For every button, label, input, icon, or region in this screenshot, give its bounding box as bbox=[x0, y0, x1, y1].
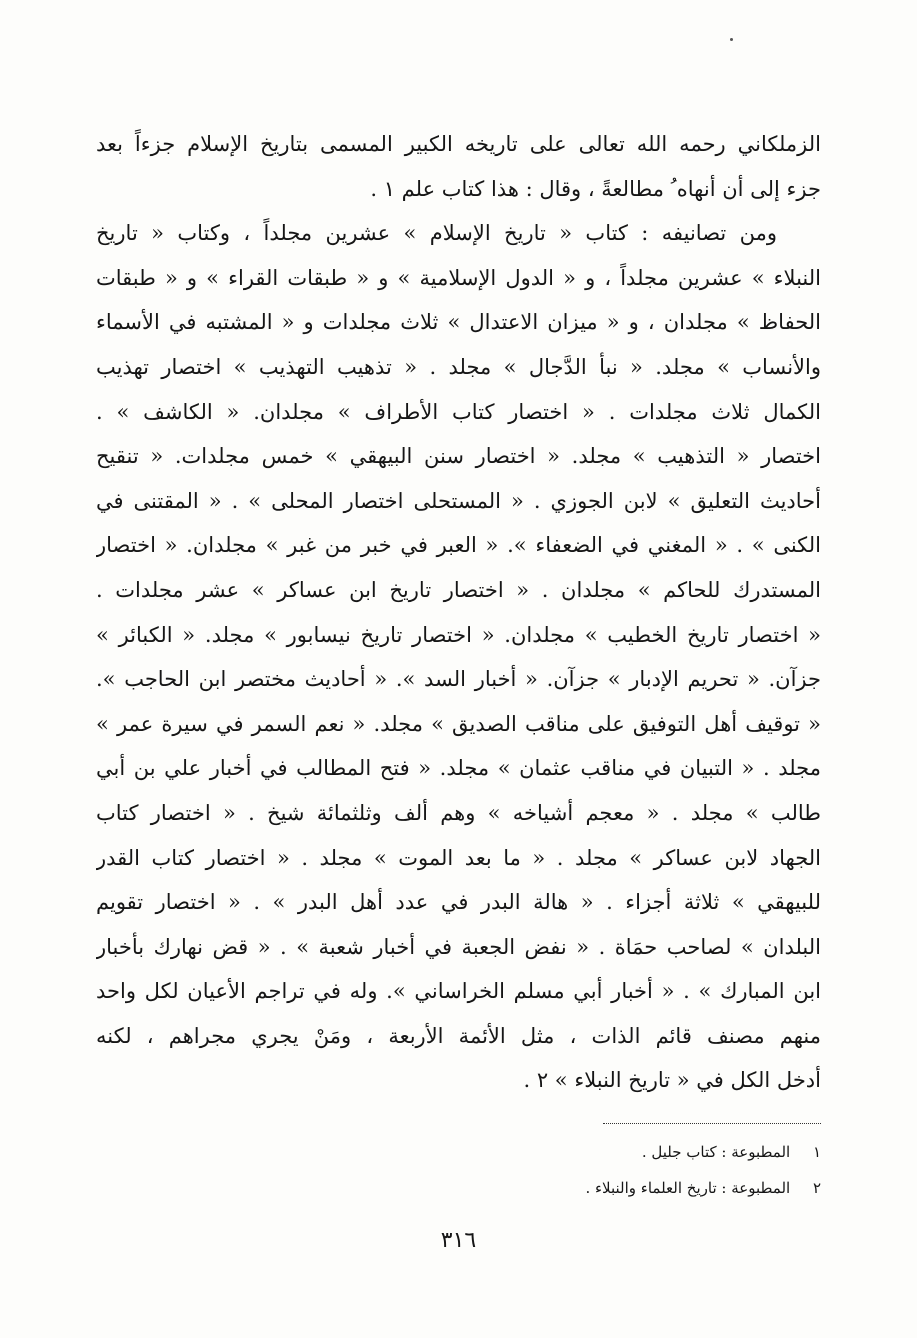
footnote-text: المطبوعة : تاريخ العلماء والنبلاء . bbox=[585, 1179, 791, 1197]
footnote-number: ٢ bbox=[812, 1179, 821, 1197]
text-line: الزملكاني رحمه الله تعالى على تاريخه الكبير المسمى بتاريخ الإسلام جزءاً بعد bbox=[96, 132, 821, 156]
footnote-text: المطبوعة : كتاب جليل . bbox=[641, 1143, 791, 1161]
text-line: الجهاد لابن عساكر » مجلد . « ما بعد الموت » مجلد . « اختصار كتاب القدر bbox=[96, 845, 821, 870]
text-line: « اختصار تاريخ الخطيب » مجلدان. « اختصار تاريخ نيسابور » مجلد. « الكبائر » bbox=[96, 622, 821, 647]
text-line: جزآن. « تحريم الإدبار » جزآن. « أخبار السد ». « أحاديث مختصر ابن الحاجب ». bbox=[96, 667, 821, 692]
text-line: أدخل الكل في « تاريخ النبلاء » ٢ . bbox=[523, 1068, 821, 1093]
text-line: المستدرك للحاكم » مجلدان . « اختصار تاريخ ابن عساكر » عشر مجلدات . bbox=[96, 577, 821, 602]
footnotes bbox=[585, 1134, 821, 1206]
body-text bbox=[96, 122, 821, 1103]
text-line: النبلاء » عشرين مجلداً ، و « الدول الإسلامية » و « طبقات القراء » و « طبقات bbox=[96, 265, 821, 290]
footnote bbox=[585, 1170, 821, 1206]
text-line: اختصار « التذهيب » مجلد. « اختصار سنن البيهقي » خمس مجلدات. « تنقيح bbox=[96, 444, 821, 469]
footnote bbox=[585, 1134, 821, 1170]
text-line: جزء إلى أن أنهاه ُ مطالعةً ، وقال : هذا كتاب علم ١ . bbox=[370, 176, 821, 201]
text-line: البلدان » لصاحب حمَاة . « نفض الجعبة في أخبار شعبة » . « قض نهارك بأخبار bbox=[96, 934, 821, 959]
text-line: ابن المبارك » . « أخبار أبي مسلم الخراساني ». وله في تراجم الأعيان لكل واحد bbox=[96, 979, 821, 1004]
text-line: مجلد . « التبيان في مناقب عثمان » مجلد. « فتح المطالب في أخبار علي بن أبي bbox=[96, 756, 821, 781]
text-line: أحاديث التعليق » لابن الجوزي . « المستحلى اختصار المحلى » . « المقتنى في bbox=[96, 488, 821, 513]
text-line: « توقيف أهل التوفيق على مناقب الصديق » مجلد. « نعم السمر في سيرة عمر » bbox=[96, 711, 821, 736]
text-line: للبيهقي » ثلاثة أجزاء . « هالة البدر في عدد أهل البدر » . « اختصار تقويم bbox=[96, 890, 821, 915]
text-line: الكمال ثلاث مجلدات . « اختصار كتاب الأطراف » مجلدان. « الكاشف » . bbox=[96, 399, 821, 424]
text-line: الكنى » . « المغني في الضعفاء ». « العبر في خبر من غبر » مجلدان. « اختصار bbox=[96, 533, 821, 558]
page-number: ٣١٦ bbox=[440, 1228, 477, 1253]
text-line: ومن تصانيفه : كتاب « تاريخ الإسلام » عشرين مجلداً ، وكتاب « تاريخ bbox=[96, 221, 777, 246]
text-line: الحفاظ » مجلدان ، و « ميزان الاعتدال » ثلاث مجلدات و « المشتبه في الأسماء bbox=[96, 310, 821, 335]
text-line: منهم مصنف قائم الذات ، مثل الأئمة الأربعة ، ومَنْ يجري مجراهم ، لكنه bbox=[96, 1023, 821, 1048]
footnote-divider bbox=[603, 1123, 821, 1124]
scan-speck bbox=[730, 38, 733, 41]
footnote-number: ١ bbox=[812, 1143, 821, 1161]
text-line: والأنساب » مجلد. « نبأ الدَّجال » مجلد . « تذهيب التهذيب » اختصار تهذيب bbox=[96, 354, 821, 379]
text-line: طالب » مجلد . « معجم أشياخه » وهم ألف وثلثمائة شيخ . « اختصار كتاب bbox=[96, 800, 821, 825]
